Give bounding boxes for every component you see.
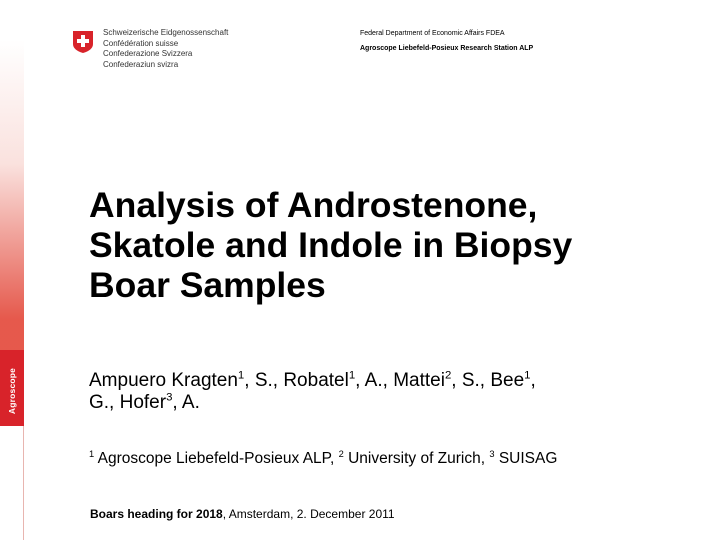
confederation-line-it: Confederazione Svizzera <box>103 49 193 58</box>
author-list <box>89 370 689 414</box>
side-divider <box>23 426 24 540</box>
slide-title <box>89 185 689 305</box>
event-name: Boars heading for 2018 <box>90 507 223 521</box>
affiliations: $^1$ Agroscope Liebefeld-Posieux ALP, $^2$ University of Zurich, $^3$ SUISAG <box>89 448 558 467</box>
confederation-names <box>103 28 228 70</box>
side-gradient <box>0 40 24 350</box>
station-name: Agroscope Liebefeld-Posieux Research Station ALP <box>360 45 534 52</box>
title-line: Boar Samples <box>89 265 326 305</box>
title-line: Skatole and Indole in Biopsy <box>89 225 573 265</box>
swiss-flag-icon <box>72 30 94 54</box>
author-line-2: G., Hofer$^3$, A. <box>89 391 200 413</box>
side-band <box>0 0 24 540</box>
confederation-line-fr: Confédération suisse <box>103 38 179 48</box>
title-line: Analysis of Androstenone, <box>89 185 538 225</box>
event-details: , Amsterdam, 2. December 2011 <box>222 507 395 521</box>
author-line-1: Ampuero Kragten$^1$, S., Robatel$^1$, A., Mattei$^2$, S., Bee$^1$, <box>89 369 536 391</box>
event-footer <box>90 506 395 522</box>
side-label: Agroscope <box>7 367 17 415</box>
confederation-line-rm: Confederaziun svizra <box>103 59 179 69</box>
department-name: Federal Department of Economic Affairs FDEA <box>360 30 505 37</box>
confederation-line-de: Schweizerische Eidgenossenschaft <box>103 28 229 37</box>
